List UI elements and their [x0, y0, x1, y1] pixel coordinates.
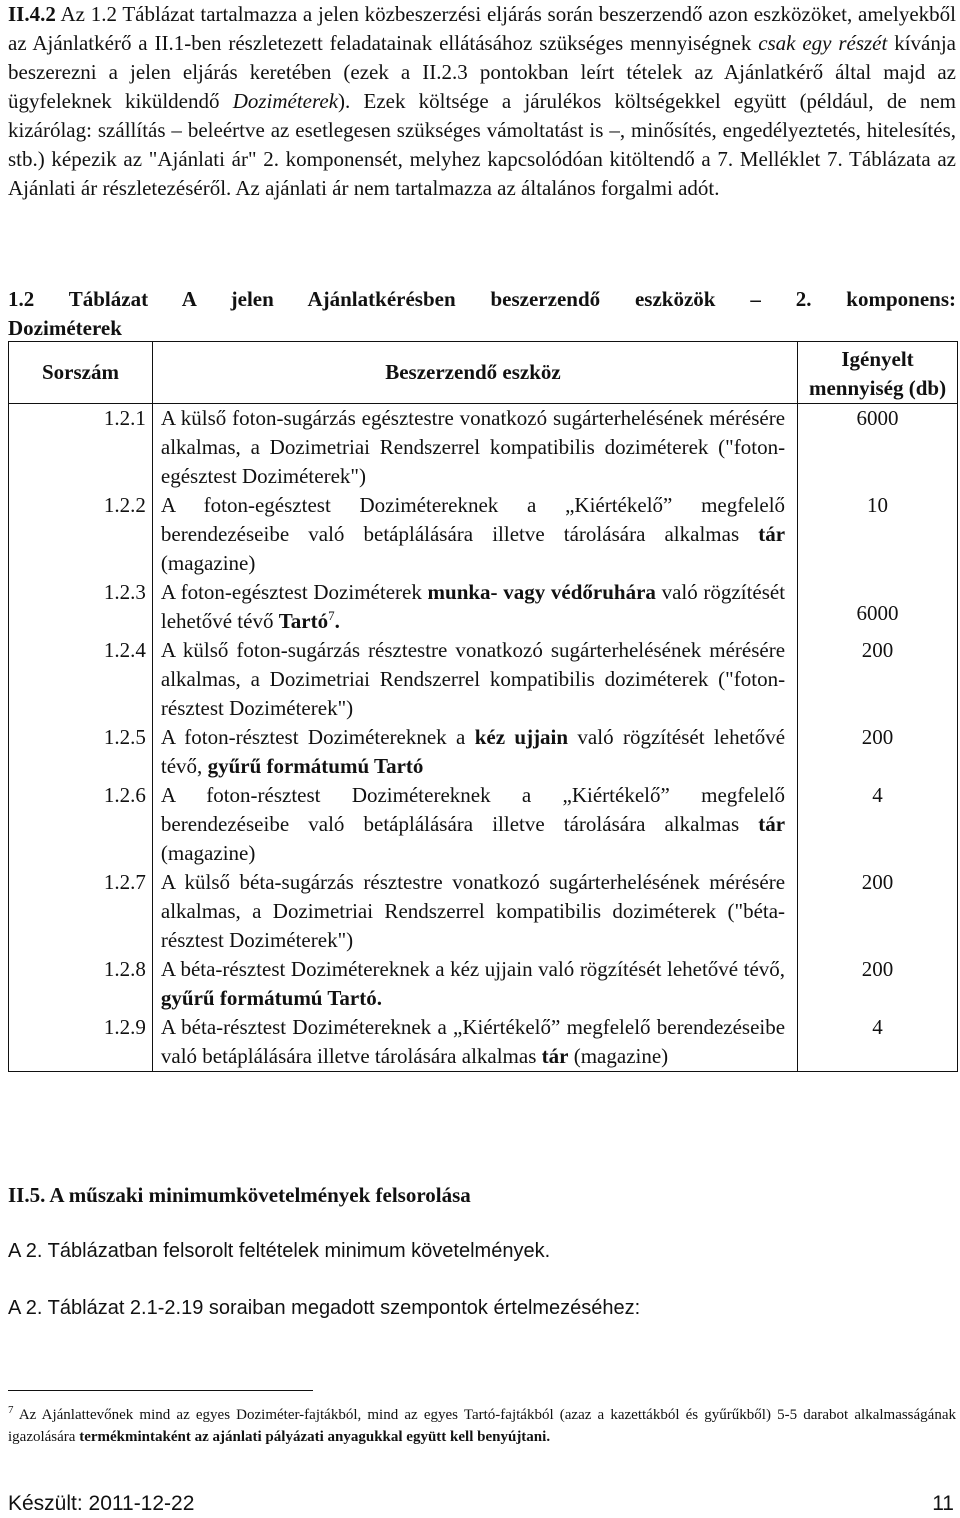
table-row — [9, 723, 958, 781]
footnote — [8, 1404, 956, 1448]
row-description-part: Tartó — [278, 609, 329, 633]
row-quantity: 200 — [798, 955, 958, 1013]
table-caption-line2: Doziméterek — [8, 316, 122, 340]
table-row — [9, 578, 958, 636]
row-description-part: tár — [541, 1044, 569, 1068]
dosimeter-table — [8, 341, 958, 1072]
footnote-text: Az Ajánlattevőnek mind az egyes Doziméter-fajtákból, mind az egyes Tartó-fajtákból (azaz a kazettákból és gyűrűkből) 5-5 darabot alkalmasságának igazolására — [8, 1407, 956, 1445]
row-description-part: A külső foton-sugárzás egésztestre vonatkozó sugárterhelésének mérésére alkalmas, a Dozimetriai Rendszerrel kompatibilis doziméterek ("foton-egésztest Doziméterek") — [160, 406, 786, 488]
row-quantity: 200 — [798, 636, 958, 723]
row-description-part: A külső foton-sugárzás résztestre vonatkozó sugárterhelésének mérésére alkalmas, a Dozimetriai Rendszerrel kompatibilis doziméterek ("foton-résztest Doziméterek") — [160, 638, 786, 720]
row-description-part: 7 — [328, 608, 335, 623]
row-number: 1.2.4 — [9, 636, 153, 723]
intro-text-1: Az 1.2 Táblázat tartalmazza a jelen közbeszerzési eljárás során beszerzendő azon eszközöket, amelyekből az Ajánlatkérő a II.1-ben részletezett feladatainak ellátásához szükséges mennyiségnek — [8, 2, 956, 55]
row-description-part: munka- vagy védőruhára — [427, 580, 656, 604]
intro-italic-1: csak egy részét — [758, 31, 888, 55]
section-number: II.4.2 — [8, 2, 56, 26]
row-number: 1.2.3 — [9, 578, 153, 636]
table-header-row — [9, 342, 958, 404]
row-description-part: A foton-résztest Dozimétereknek a „Kiértékelő” megfelelő berendezéseibe való betáplálására illetve tárolására alkalmas — [160, 783, 786, 836]
row-number: 1.2.6 — [9, 781, 153, 868]
row-description — [152, 491, 797, 578]
row-description-part: gyűrű formátumú Tartó. — [160, 986, 383, 1010]
intro-text-3: ). Ezek költsége a járulékos költségekkel együtt (például, de nem kizárólag: szállítás – beleértve az esetlegesen szükséges vámoltatást is –, minősítés, engedélyeztetés, hitelesítés, stb.) képezik az "Ajánlati ár" 2. komponensét, melyhez kapcsolódóan kitöltendő a 7. Melléklet 7. Táblázata az Ajánlati ár részletezéséről. Az ajánlati ár nem tartalmazza az általános forgalmi adót. — [8, 89, 956, 200]
row-description-part: A foton-résztest Dozimétereknek a — [160, 725, 475, 749]
footnote-divider — [8, 1390, 313, 1391]
table-caption: 1.2 Táblázat A jelen Ajánlatkérésben beszerzendő eszközök – 2. komponens: — [8, 287, 956, 311]
footnote-bold: termékmintaként az ajánlati pályázati anyagukkal együtt kell benyújtani. — [79, 1429, 551, 1445]
row-description-part: A foton-egésztest Dozimétereknek a „Kiértékelő” megfelelő berendezéseibe való betáplálására illetve tárolására alkalmas — [160, 493, 786, 546]
table-row — [9, 404, 958, 492]
row-description-part: kéz ujjain — [474, 725, 569, 749]
row-number: 1.2.9 — [9, 1013, 153, 1072]
row-description — [152, 1013, 797, 1072]
table-row — [9, 1013, 958, 1072]
row-quantity: 200 — [798, 868, 958, 955]
row-description-part: (magazine) — [160, 551, 256, 575]
row-description-part: való rögzítését lehetővé tévő — [160, 580, 786, 633]
row-description-part: (magazine) — [568, 1044, 669, 1068]
row-quantity: 6000 — [798, 404, 958, 492]
intro-italic-2: Doziméterek — [232, 89, 339, 113]
row-number: 1.2.7 — [9, 868, 153, 955]
row-description — [152, 868, 797, 955]
section-heading: II.5. A műszaki minimumkövetelmények felsorolása — [8, 1183, 471, 1207]
row-quantity: 200 — [798, 723, 958, 781]
row-quantity: 10 — [798, 491, 958, 578]
header-sorszam: Sorszám — [9, 342, 153, 404]
page-number: 11 — [932, 1492, 954, 1515]
row-description-part: (magazine) — [160, 841, 256, 865]
row-description-part: A béta-résztest Dozimétereknek a kéz ujjain való rögzítését lehetővé tévő, — [160, 957, 786, 981]
table-row — [9, 491, 958, 578]
table-row — [9, 868, 958, 955]
intro-text-2: kívánja beszerezni a jelen eljárás keretében (ezek a II.2.3 pontokban leírt tételek az Ajánlatkérő által majd az ügyfeleknek kiküldendő — [8, 31, 957, 113]
paragraph-2: A 2. Táblázat 2.1-2.19 soraiban megadott szempontok értelmezéséhez: — [8, 1297, 641, 1319]
header-mennyiseg: Igényelt mennyiség (db) — [798, 342, 958, 404]
row-description — [152, 636, 797, 723]
row-description — [152, 955, 797, 1013]
row-description-part: A foton-egésztest Doziméterek — [160, 580, 428, 604]
paragraph-1: A 2. Táblázatban felsorolt feltételek minimum követelmények. — [8, 1240, 551, 1262]
row-description-part: tár — [758, 522, 786, 546]
row-quantity: 4 — [798, 781, 958, 868]
row-description — [152, 404, 797, 492]
row-description-part: A béta-résztest Dozimétereknek a „Kiértékelő” megfelelő berendezéseibe való betáplálására illetve tárolására alkalmas — [160, 1015, 786, 1068]
row-number: 1.2.1 — [9, 404, 153, 492]
row-description — [152, 723, 797, 781]
row-number: 1.2.5 — [9, 723, 153, 781]
row-description-part: . — [334, 609, 340, 633]
intro-paragraph — [8, 0, 956, 203]
row-description-part: tár — [758, 812, 786, 836]
table-body — [9, 404, 958, 1072]
row-quantity: 4 — [798, 1013, 958, 1072]
row-number: 1.2.2 — [9, 491, 153, 578]
footer-date: Készült: 2011-12-22 — [8, 1492, 195, 1515]
table-row — [9, 955, 958, 1013]
table-row — [9, 781, 958, 868]
row-description — [152, 781, 797, 868]
table-row — [9, 636, 958, 723]
row-number: 1.2.8 — [9, 955, 153, 1013]
row-description-part: gyűrű formátumú Tartó — [207, 754, 424, 778]
row-description-part: való rögzítését lehetővé tévő, — [160, 725, 786, 778]
row-description — [152, 578, 797, 636]
row-quantity: 6000 — [798, 578, 958, 636]
footnote-mark: 7 — [8, 1404, 14, 1416]
row-description-part: A külső béta-sugárzás résztestre vonatkozó sugárterhelésének mérésére alkalmas, a Dozimetriai Rendszerrel kompatibilis doziméterek ("béta-résztest Doziméterek") — [160, 870, 786, 952]
header-eszkoz: Beszerzendő eszköz — [152, 342, 797, 404]
